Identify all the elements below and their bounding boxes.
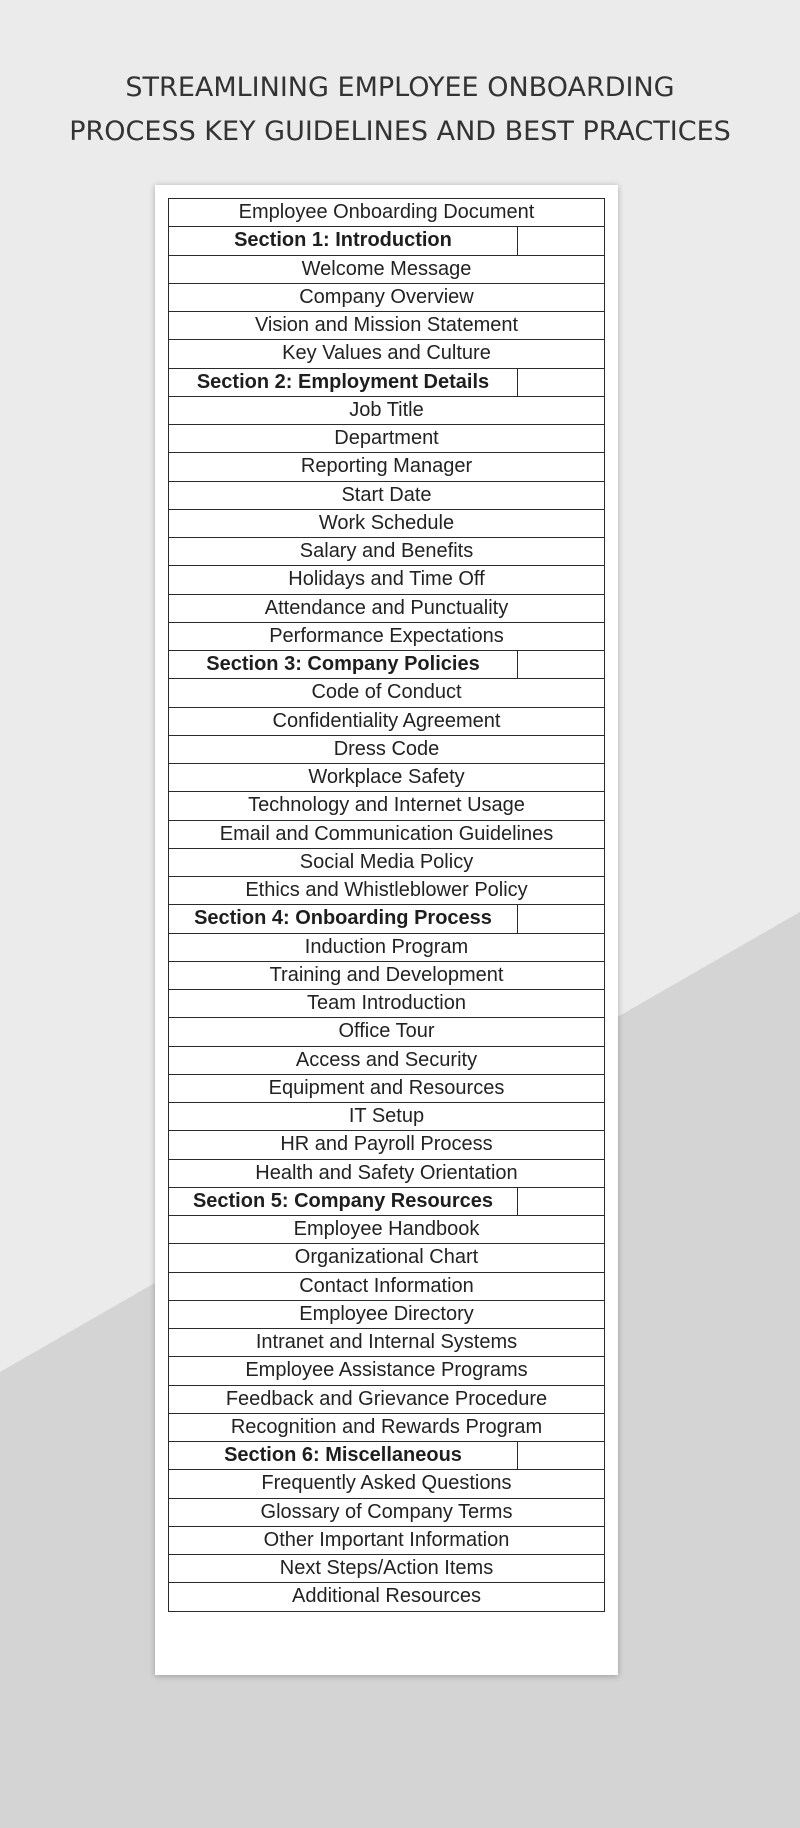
table-row	[169, 990, 605, 1018]
table-row	[169, 1498, 605, 1526]
table-row	[169, 933, 605, 961]
list-item: Feedback and Grievance Procedure	[169, 1385, 605, 1413]
table-row	[169, 1216, 605, 1244]
table-row	[169, 1555, 605, 1583]
table-row	[169, 1357, 605, 1385]
page-title-line-2: PROCESS KEY GUIDELINES AND BEST PRACTICES	[69, 116, 731, 147]
list-item: Intranet and Internal Systems	[169, 1329, 605, 1357]
table-row	[169, 396, 605, 424]
list-item: Ethics and Whistleblower Policy	[169, 877, 605, 905]
list-item: Holidays and Time Off	[169, 566, 605, 594]
section-title: Section 4: Onboarding Process	[169, 905, 518, 933]
section-header-row	[169, 1442, 605, 1470]
list-item: Organizational Chart	[169, 1244, 605, 1272]
table-row	[169, 1385, 605, 1413]
table-row	[169, 594, 605, 622]
table-row	[169, 1300, 605, 1328]
list-item: Salary and Benefits	[169, 538, 605, 566]
list-item: Email and Communication Guidelines	[169, 820, 605, 848]
table-row	[169, 1272, 605, 1300]
list-item: Dress Code	[169, 735, 605, 763]
table-row	[169, 961, 605, 989]
list-item: Glossary of Company Terms	[169, 1498, 605, 1526]
list-item: Equipment and Resources	[169, 1074, 605, 1102]
table-row	[169, 255, 605, 283]
list-item: Training and Development	[169, 961, 605, 989]
table-row	[169, 283, 605, 311]
section-header-row	[169, 651, 605, 679]
table-row	[169, 1583, 605, 1611]
list-item: HR and Payroll Process	[169, 1131, 605, 1159]
list-item: Social Media Policy	[169, 848, 605, 876]
table-row	[169, 622, 605, 650]
table-row	[169, 1103, 605, 1131]
table-row	[169, 1131, 605, 1159]
list-item: Health and Safety Orientation	[169, 1159, 605, 1187]
list-item: Other Important Information	[169, 1526, 605, 1554]
table-row	[169, 820, 605, 848]
table-row	[169, 848, 605, 876]
section-blank-cell	[517, 1187, 604, 1215]
table-row	[169, 453, 605, 481]
document-heading-row	[169, 199, 605, 227]
list-item: Performance Expectations	[169, 622, 605, 650]
section-header-row	[169, 368, 605, 396]
section-title: Section 3: Company Policies	[169, 651, 518, 679]
table-row	[169, 538, 605, 566]
table-row	[169, 566, 605, 594]
page-title-line-1: STREAMLINING EMPLOYEE ONBOARDING	[125, 72, 675, 103]
section-title: Section 1: Introduction	[169, 227, 518, 255]
document-table-body	[169, 199, 605, 1612]
table-row	[169, 1159, 605, 1187]
section-title: Section 2: Employment Details	[169, 368, 518, 396]
table-row	[169, 481, 605, 509]
table-row	[169, 679, 605, 707]
section-blank-cell	[517, 1442, 604, 1470]
list-item: Attendance and Punctuality	[169, 594, 605, 622]
list-item: Job Title	[169, 396, 605, 424]
document-heading: Employee Onboarding Document	[169, 199, 605, 227]
section-blank-cell	[517, 227, 604, 255]
section-header-row	[169, 1187, 605, 1215]
table-row	[169, 1046, 605, 1074]
section-blank-cell	[517, 651, 604, 679]
table-row	[169, 425, 605, 453]
table-row	[169, 1470, 605, 1498]
table-row	[169, 1074, 605, 1102]
table-row	[169, 1329, 605, 1357]
list-item: Employee Assistance Programs	[169, 1357, 605, 1385]
list-item: IT Setup	[169, 1103, 605, 1131]
list-item: Additional Resources	[169, 1583, 605, 1611]
section-title: Section 5: Company Resources	[169, 1187, 518, 1215]
list-item: Access and Security	[169, 1046, 605, 1074]
section-blank-cell	[517, 905, 604, 933]
table-row	[169, 735, 605, 763]
list-item: Frequently Asked Questions	[169, 1470, 605, 1498]
table-row	[169, 707, 605, 735]
list-item: Workplace Safety	[169, 764, 605, 792]
list-item: Reporting Manager	[169, 453, 605, 481]
list-item: Employee Directory	[169, 1300, 605, 1328]
list-item: Work Schedule	[169, 509, 605, 537]
list-item: Confidentiality Agreement	[169, 707, 605, 735]
table-row	[169, 1413, 605, 1441]
table-row	[169, 312, 605, 340]
table-row	[169, 1018, 605, 1046]
list-item: Code of Conduct	[169, 679, 605, 707]
list-item: Company Overview	[169, 283, 605, 311]
table-row	[169, 509, 605, 537]
document-sheet	[155, 185, 618, 1675]
table-row	[169, 764, 605, 792]
list-item: Department	[169, 425, 605, 453]
onboarding-document-table	[168, 198, 605, 1612]
list-item: Start Date	[169, 481, 605, 509]
list-item: Employee Handbook	[169, 1216, 605, 1244]
list-item: Office Tour	[169, 1018, 605, 1046]
list-item: Next Steps/Action Items	[169, 1555, 605, 1583]
table-row	[169, 792, 605, 820]
list-item: Team Introduction	[169, 990, 605, 1018]
list-item: Vision and Mission Statement	[169, 312, 605, 340]
table-row	[169, 340, 605, 368]
table-row	[169, 1244, 605, 1272]
list-item: Contact Information	[169, 1272, 605, 1300]
list-item: Recognition and Rewards Program	[169, 1413, 605, 1441]
page-header	[0, 66, 800, 154]
list-item: Welcome Message	[169, 255, 605, 283]
section-header-row	[169, 905, 605, 933]
table-row	[169, 1526, 605, 1554]
section-title: Section 6: Miscellaneous	[169, 1442, 518, 1470]
section-header-row	[169, 227, 605, 255]
section-blank-cell	[517, 368, 604, 396]
table-row	[169, 877, 605, 905]
list-item: Key Values and Culture	[169, 340, 605, 368]
list-item: Technology and Internet Usage	[169, 792, 605, 820]
list-item: Induction Program	[169, 933, 605, 961]
